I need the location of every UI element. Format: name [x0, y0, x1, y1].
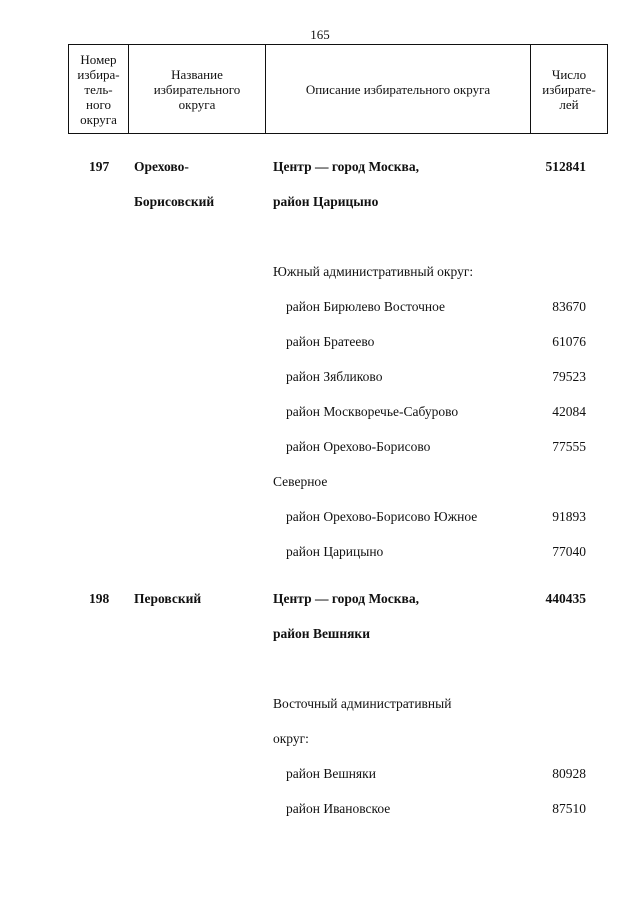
district-number: 198 — [89, 591, 110, 606]
area-label: район Москворечье-Сабурово — [286, 404, 459, 419]
area-label: район Орехово-Борисово Южное — [286, 509, 478, 524]
header-number-line: ного — [86, 96, 111, 112]
header-number-line: избира- — [77, 66, 120, 82]
district-total: 440435 — [545, 591, 586, 606]
area-label: район Орехово-Борисово — [286, 439, 431, 454]
region-title: Южный административный округ: — [273, 264, 474, 279]
area-label: район Братеево — [286, 334, 375, 349]
district-center-line1: Центр — город Москва, — [273, 159, 419, 174]
header-description-column — [266, 45, 531, 134]
header-name-line: избирательного — [153, 81, 241, 97]
area-label: район Вешняки — [286, 766, 376, 781]
area-label: район Ивановское — [286, 801, 391, 816]
header-count-line: избирате- — [542, 81, 596, 97]
area-count: 77555 — [552, 439, 586, 454]
district-center-line2: район Вешняки — [273, 626, 370, 641]
region-title-line2: округ: — [273, 731, 309, 746]
area-count: 42084 — [552, 404, 586, 419]
district-name-line2: Борисовский — [134, 194, 215, 209]
district-center-line2: район Царицыно — [273, 194, 379, 209]
area-count: 91893 — [552, 509, 586, 524]
district-name-line1: Орехово- — [134, 159, 189, 174]
header-number-line: Номер — [80, 51, 117, 67]
header-number-column — [69, 45, 129, 134]
header-count-column — [531, 45, 608, 134]
header-name-line: округа — [178, 96, 216, 112]
area-count: 61076 — [552, 334, 586, 349]
column-header-table — [68, 44, 608, 134]
header-number-line: округа — [80, 111, 117, 127]
area-label: район Царицыно — [286, 544, 384, 559]
header-description-label: Описание избирательного округа — [305, 81, 491, 97]
area-label: район Бирюлево Восточное — [286, 299, 446, 314]
district-name-line1: Перовский — [134, 591, 202, 606]
district-total: 512841 — [545, 159, 586, 174]
header-count-line: лей — [559, 96, 579, 112]
header-count-line: Число — [551, 66, 587, 82]
area-count: 79523 — [552, 369, 586, 384]
area-count: 83670 — [552, 299, 586, 314]
subregion-title: Северное — [273, 474, 328, 489]
area-count: 77040 — [552, 544, 586, 559]
district-number: 197 — [89, 159, 110, 174]
area-label: район Зябликово — [286, 369, 383, 384]
region-title-line1: Восточный административный — [273, 696, 452, 711]
header-number-line: тель- — [84, 81, 113, 97]
district-center-line1: Центр — город Москва, — [273, 591, 419, 606]
area-count: 80928 — [552, 766, 586, 781]
area-count: 87510 — [552, 801, 586, 816]
page-number: 165 — [310, 27, 330, 42]
header-name-column — [129, 45, 266, 134]
header-name-line: Название — [171, 66, 223, 82]
